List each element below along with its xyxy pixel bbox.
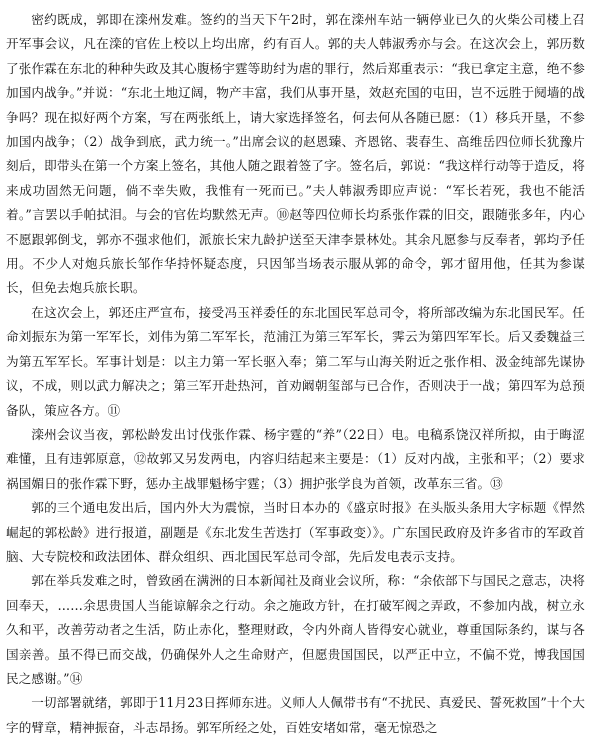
paragraph-march-east: 一切部署就绪，郭即于11月23日挥师东进。义师人人佩带书有“不扰民、真爱民、誓死救国”十个大字的臂章，精神振奋，斗志昂扬。郭军所经之处，百姓安堵如常，毫无惊恐之 <box>6 695 585 735</box>
paragraph-luanzhou-meeting: 密约既成，郭即在滦州发难。签约的当天下午2时，郭在滦州车站一辆停业已久的火柴公司楼上召开军事会议，凡在滦的官佐上校以上均出席，约有百人。郭的夫人韩淑秀亦与会。在这次会上，郭历数了张作霖在东北的种种失政及其心腹杨宇霆等助纣为虐的罪行，然后郑重表示：“我已拿定主意，绝不参加国内战争。”并说：“东北土地辽阔，物产丰富，我们从事开垦，效赵充国的屯田，岂不远胜于阋墙的战争吗？现在拟好两个方案，写在两张纸上，请大家选择签名，何去何从各随已愿：（1）移兵开垦，不参加国内战争；（2）战争到底，武力统一。”出席会议的赵恩臻、齐恩铭、裴春生、高维岳四位师长犹豫片刻后，即带头在第一个方案上签名，其他人随之跟着签了字。签名后，郭说：“我这样行动等于造反，将来成功固然无问题，倘不幸失败，我惟有一死而已。”夫人韩淑秀即应声说：“军长若死，我也不能活着。”言罢以手帕拭泪。与会的官佐均默然无声。⑩赵等四位师长均系张作霖的旧交，跟随张多年，内心不愿跟郭倒戈，郭亦不强求他们，派旅长宋九龄护送至天津李景林处。其余凡愿参与反奉者，郭均予任用。不少人对炮兵旅长邹作华持怀疑态度，只因邹当场表示服从郭的命令，郭才留用他，任其为参谋长，但免去炮兵旅长职。 <box>6 12 585 296</box>
paragraph-yang-telegram: 滦州会议当夜，郭松龄发出讨伐张作霖、杨宇霆的“养”（22日）电。电稿系饶汉祥所拟，由于晦涩难懂，且有违郭原意，⑫故郭又另发两电，内容归结起来主要是：（1）反对内战，主张和平；（2）要求祸国媚日的张作霖下野，惩办主战罪魁杨宇霆；（3）拥护张学良为首领，改革东三省。⑬ <box>6 426 585 491</box>
paragraph-army-reorganization: 在这次会上，郭还庄严宣布，接受冯玉祥委任的东北国民军总司令，将所部改编为东北国民军。任命刘振东为第一军军长，刘伟为第二军军长，范浦江为第三军军长，霁云为第四军军长。后又委魏益三为第五军军长。军事计划是：以主力第一军长驱入奉；第二军与山海关附近之张作相、汲金纯部先谋协议，不成，则以武力解决之；第三军开赴热河，首劝阚朝玺部与已合作，否则决于一战；第四军为总预备队，策应各方。⑪ <box>6 304 585 418</box>
paragraph-domestic-reaction: 郭的三个通电发出后，国内外大为震惊，当时日本办的《盛京时报》在头版头条用大字标题《悍然崛起的郭松龄》进行报道，副题是《东北发生苦迭打（军事政变）》。广东国民政府及许多省市的军政首脑、大专院校和政法团体、群众组织、西北国民军总司令部，先后发电表示支持。 <box>6 500 585 564</box>
paragraph-letter-to-japanese: 郭在举兵发难之时，曾致函在满洲的日本新闻社及商业会议所，称：“余依部下与国民之意志，决将回奉天，……余思贵国人当能谅解余之行动。余之施政方针，在打破军阀之弄政，不参加内战，树立永久和平，改善劳动者之生活，防止赤化，整理财政，令内外商人皆得安心就业，尊重国际条约，谋与各国亲善。虽不得已而交战，仍确保外人之生命财产，但愿贵国国民，以严正中立，不偏不党，博我国国民之感谢。”⑭ <box>6 573 585 686</box>
